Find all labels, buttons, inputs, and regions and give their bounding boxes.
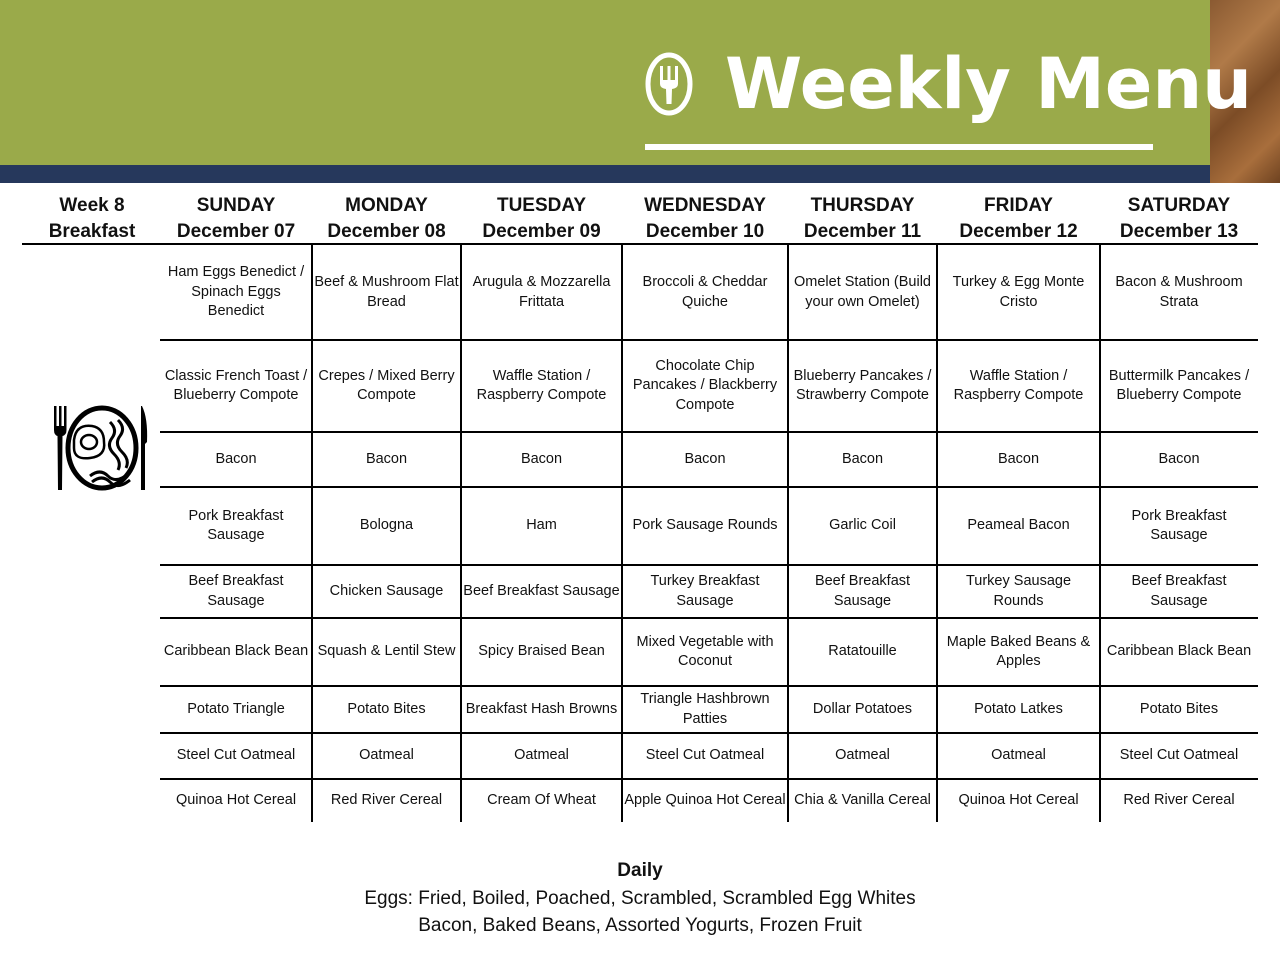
menu-cell: Garlic Coil bbox=[829, 517, 896, 534]
menu-cell: Bologna bbox=[359, 517, 414, 534]
column-divider bbox=[311, 245, 313, 822]
row-divider bbox=[160, 339, 1258, 341]
day-date: December 07 bbox=[176, 221, 296, 242]
day-header-friday bbox=[937, 193, 1100, 243]
column-divider bbox=[936, 245, 938, 822]
row-divider bbox=[160, 778, 1258, 780]
day-date: December 13 bbox=[1119, 221, 1239, 242]
menu-cell: Bacon bbox=[365, 450, 408, 467]
menu-cell: Broccoli & Cheddar Quiche bbox=[642, 274, 768, 310]
menu-cell: Mixed Vegetable with Coconut bbox=[636, 633, 774, 669]
day-header-tuesday bbox=[461, 193, 622, 243]
row-divider bbox=[160, 564, 1258, 566]
menu-cell: Bacon bbox=[215, 450, 257, 467]
column-divider bbox=[460, 245, 462, 822]
day-name: SUNDAY bbox=[196, 195, 276, 216]
menu-cell: Turkey Sausage Rounds bbox=[965, 573, 1072, 609]
menu-cell: Crepes / Mixed Berry Compote bbox=[318, 367, 455, 403]
menu-cell: Bacon bbox=[1158, 450, 1200, 467]
menu-cell: Potato Latkes bbox=[974, 700, 1063, 717]
header-banner bbox=[0, 0, 1280, 183]
day-name: WEDNESDAY bbox=[644, 195, 766, 216]
menu-cell: Pork Breakfast Sausage bbox=[1131, 507, 1227, 543]
column-divider bbox=[1099, 245, 1101, 822]
day-name: MONDAY bbox=[345, 195, 428, 216]
menu-cell: Bacon bbox=[997, 450, 1040, 467]
menu-cell: Apple Quinoa Hot Cereal bbox=[624, 791, 786, 808]
title-underline bbox=[645, 144, 1153, 150]
menu-cell: Quinoa Hot Cereal bbox=[958, 791, 1079, 808]
menu-cell: Steel Cut Oatmeal bbox=[176, 747, 296, 764]
day-date: December 11 bbox=[803, 221, 922, 242]
menu-cell: Oatmeal bbox=[991, 747, 1046, 764]
menu-cell: Pork Sausage Rounds bbox=[632, 517, 778, 534]
daily-title: Daily bbox=[617, 860, 663, 881]
column-divider bbox=[787, 245, 789, 822]
day-header-thursday bbox=[788, 193, 937, 243]
daily-line: Eggs: Fried, Boiled, Poached, Scrambled, Scrambled Egg Whites bbox=[364, 888, 916, 909]
menu-cell: Ham bbox=[526, 517, 557, 534]
menu-cell: Beef Breakfast Sausage bbox=[463, 582, 620, 599]
menu-cell: Spicy Braised Bean bbox=[478, 643, 605, 660]
menu-cell: Ratatouille bbox=[828, 643, 897, 660]
menu-cell: Beef Breakfast Sausage bbox=[188, 573, 284, 609]
menu-cell: Triangle Hashbrown Patties bbox=[640, 691, 770, 727]
week-number: Week 8 bbox=[59, 195, 125, 216]
menu-cell: Chocolate Chip Pancakes / Blackberry Compote bbox=[632, 357, 778, 413]
menu-cell: Bacon bbox=[841, 450, 884, 467]
banner-stripe bbox=[0, 165, 1210, 183]
menu-cell: Maple Baked Beans & Apples bbox=[946, 633, 1091, 669]
menu-cell: Oatmeal bbox=[835, 747, 890, 764]
menu-cell: Squash & Lentil Stew bbox=[317, 643, 456, 660]
row-divider bbox=[160, 486, 1258, 488]
menu-cell: Waffle Station / Raspberry Compote bbox=[476, 367, 607, 403]
row-divider bbox=[160, 685, 1258, 687]
menu-cell: Bacon bbox=[684, 450, 726, 467]
menu-cell: Turkey & Egg Monte Cristo bbox=[952, 274, 1085, 310]
menu-cell: Buttermilk Pancakes / Blueberry Compote bbox=[1108, 367, 1250, 403]
day-date: December 09 bbox=[482, 221, 601, 242]
menu-cell: Potato Bites bbox=[347, 700, 426, 717]
menu-cell: Waffle Station / Raspberry Compote bbox=[953, 367, 1084, 403]
menu-cell: Caribbean Black Bean bbox=[1106, 643, 1252, 660]
menu-cell: Breakfast Hash Browns bbox=[465, 700, 618, 717]
day-name: FRIDAY bbox=[984, 195, 1053, 216]
day-name: THURSDAY bbox=[810, 195, 915, 216]
menu-cell: Beef Breakfast Sausage bbox=[814, 573, 911, 609]
day-header-sunday bbox=[160, 193, 312, 243]
menu-cell: Beef Breakfast Sausage bbox=[1131, 573, 1227, 609]
menu-cell: Pork Breakfast Sausage bbox=[188, 507, 284, 543]
menu-cell: Omelet Station (Build your own Omelet) bbox=[793, 274, 931, 310]
menu-cell: Chia & Vanilla Cereal bbox=[794, 791, 931, 808]
row-divider bbox=[160, 431, 1258, 433]
menu-cell: Red River Cereal bbox=[1123, 791, 1235, 808]
menu-cell: Oatmeal bbox=[359, 747, 414, 764]
day-date: December 12 bbox=[959, 221, 1078, 242]
menu-cell: Dollar Potatoes bbox=[812, 700, 913, 717]
row-divider bbox=[160, 732, 1258, 734]
menu-cell: Bacon & Mushroom Strata bbox=[1115, 274, 1243, 310]
week-label-cell bbox=[22, 193, 162, 243]
menu-cell: Caribbean Black Bean bbox=[163, 643, 309, 660]
day-date: December 10 bbox=[645, 221, 765, 242]
fork-circle-icon bbox=[645, 52, 693, 116]
menu-cell: Blueberry Pancakes / Strawberry Compote bbox=[793, 367, 932, 403]
menu-cell: Arugula & Mozzarella Frittata bbox=[472, 274, 611, 310]
menu-cell: Beef & Mushroom Flat Bread bbox=[314, 274, 459, 310]
column-divider bbox=[621, 245, 623, 822]
breakfast-plate-icon bbox=[52, 404, 150, 492]
menu-cell: Ham Eggs Benedict / Spinach Eggs Benedict bbox=[167, 264, 305, 320]
menu-cell: Red River Cereal bbox=[330, 791, 443, 808]
menu-cell: Steel Cut Oatmeal bbox=[1119, 747, 1239, 764]
day-header-saturday bbox=[1100, 193, 1258, 243]
daily-line: Bacon, Baked Beans, Assorted Yogurts, Frozen Fruit bbox=[418, 915, 862, 936]
menu-cell: Turkey Breakfast Sausage bbox=[650, 573, 760, 609]
day-name: SATURDAY bbox=[1127, 195, 1231, 216]
day-header-wednesday bbox=[622, 193, 788, 243]
menu-cell: Steel Cut Oatmeal bbox=[645, 747, 765, 764]
menu-cell: Cream Of Wheat bbox=[487, 791, 596, 808]
page-title: Weekly Menu bbox=[725, 43, 1253, 125]
menu-cell: Chicken Sausage bbox=[329, 582, 444, 599]
menu-cell: Potato Bites bbox=[1139, 700, 1219, 717]
menu-cell: Peameal Bacon bbox=[967, 517, 1070, 534]
title-block bbox=[645, 43, 1253, 156]
meal-name: Breakfast bbox=[48, 221, 136, 242]
menu-cell: Oatmeal bbox=[514, 747, 569, 764]
day-header-monday bbox=[312, 193, 461, 243]
row-divider bbox=[160, 617, 1258, 619]
day-name: TUESDAY bbox=[496, 195, 587, 216]
menu-cell: Classic French Toast / Blueberry Compote bbox=[164, 367, 308, 403]
menu-cell: Quinoa Hot Cereal bbox=[175, 791, 297, 808]
menu-cell: Bacon bbox=[520, 450, 563, 467]
day-date: December 08 bbox=[327, 221, 446, 242]
menu-cell: Potato Triangle bbox=[187, 700, 285, 717]
